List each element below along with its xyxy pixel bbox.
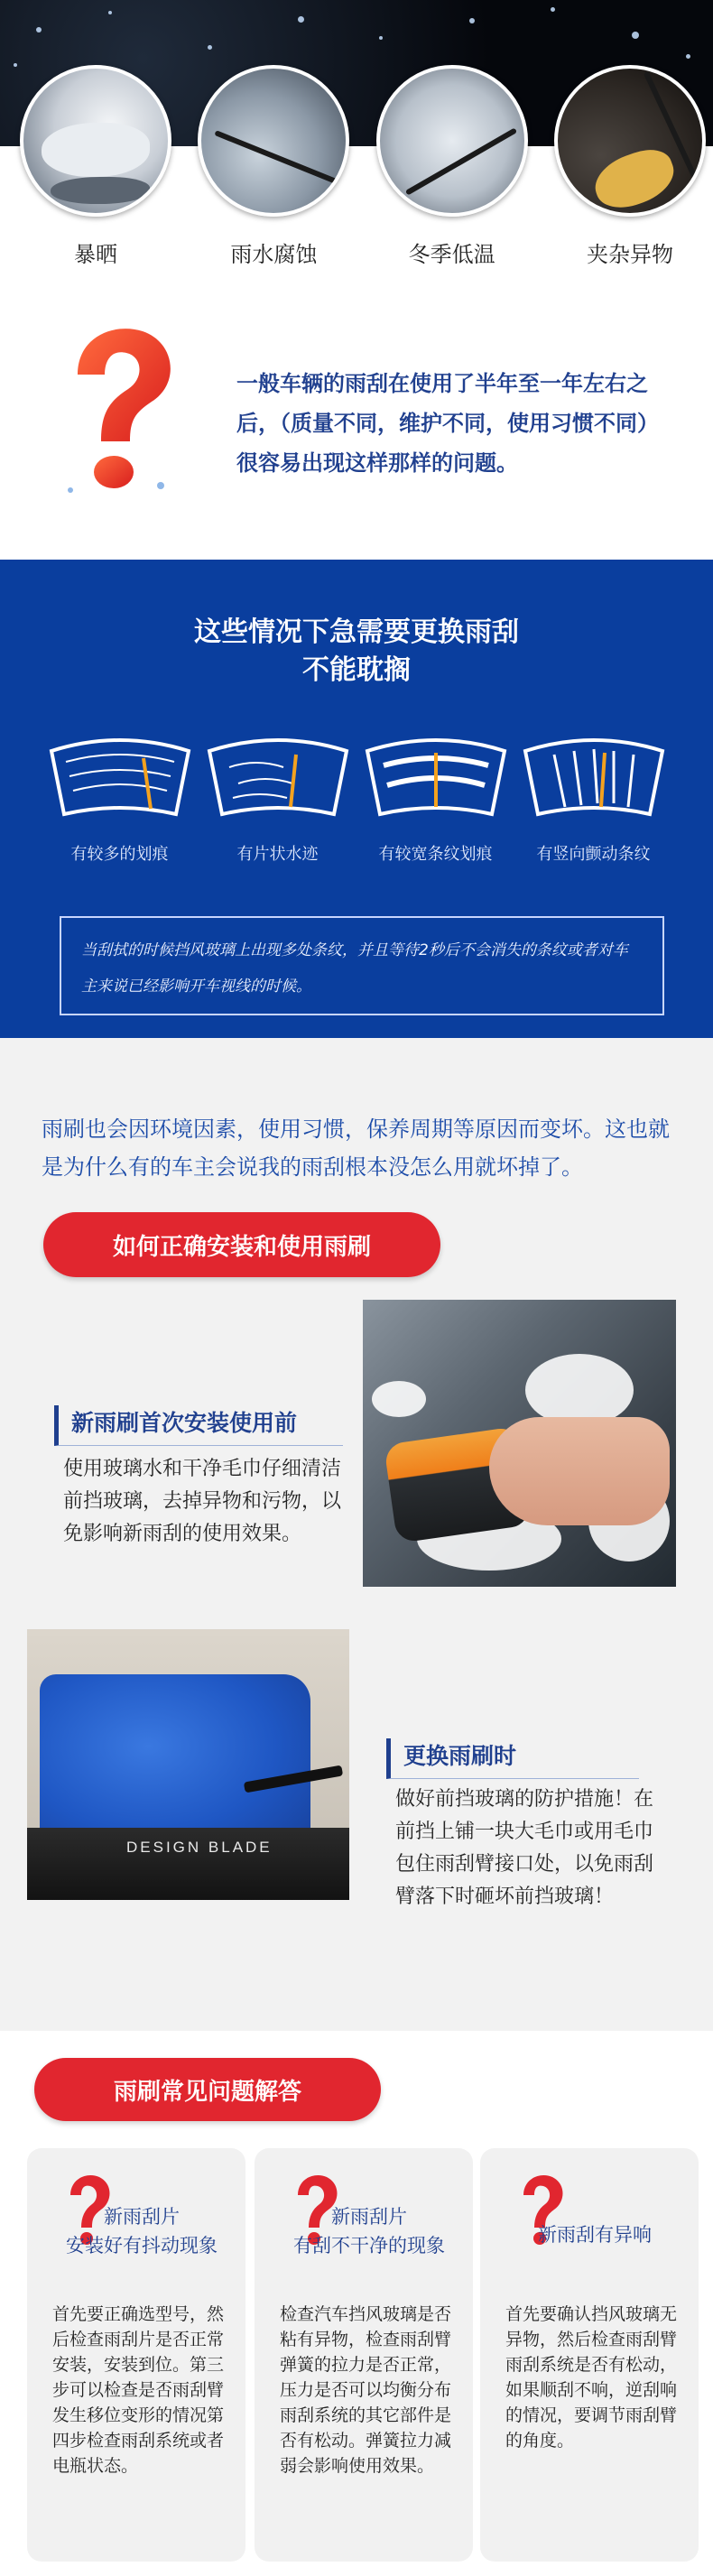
install-section-banner: 如何正确安装和使用雨刷 (43, 1212, 440, 1277)
faq-card (27, 2148, 245, 2562)
replace-title-line1: 这些情况下急需要更换雨刮 (194, 616, 519, 648)
faq-section (0, 2031, 713, 2576)
replace-conditions-section (0, 560, 713, 1038)
faq-answer: 首先要确认挡风玻璃无异物，然后检查雨刮臂雨刮系统是否有松动，如果顺刮不响，逆刮响的情况，要调节雨刮臂的角度。 (505, 2304, 678, 2451)
faq-title (265, 2202, 473, 2260)
faq-answer: 检查汽车挡风玻璃是否粘有异物，检查雨刮臂弹簧的拉力是否正常，压力是否可以均衡分布雨刮系统的其它部件是否有松动。弹簧拉力减弱会影响使用效果。 (280, 2304, 452, 2476)
install-usage-section (0, 1038, 713, 2031)
step2-title: 更换雨刷时 (386, 1738, 639, 1779)
caption-rain: 雨水腐蚀 (230, 242, 318, 267)
step2-text: 做好前挡玻璃的防护措施！在前挡上铺一块大毛巾或用毛巾包住雨刮臂接口处，以免雨刮臂落下时砸坏前挡玻璃！ (395, 1788, 654, 1908)
case-wide-stripes (356, 731, 514, 865)
caption-debris: 夹杂异物 (586, 242, 673, 267)
faq-title-line2: 安装好有抖动现象 (66, 2235, 218, 2256)
sun-exposure-photo (20, 65, 171, 217)
step1-text: 使用玻璃水和干净毛巾仔细清洁前挡玻璃，去掉异物和污物，以免影响新雨刮的使用效果。 (63, 1458, 342, 1545)
faq-title (491, 2220, 699, 2249)
replace-title (0, 614, 713, 690)
replace-title-line2: 不能耽搁 (302, 654, 411, 686)
towel-on-windshield-photo (27, 1629, 349, 1900)
windshield-chatter-icon (518, 731, 670, 821)
case-label: 有竖向颤动条纹 (536, 845, 651, 864)
question-mark-icon (52, 319, 188, 499)
faq-title (38, 2202, 245, 2260)
faq-title-line1: 新雨刮片 (331, 2206, 407, 2228)
install-intro-text: 雨刷也会因环境因素，使用习惯，保养周期等原因而变坏。这也就是为什么有的车主会说我的雨刮根本没怎么用就坏掉了。 (42, 1117, 670, 1180)
replace-note-box: 当刮拭的时候挡风玻璃上出现多处条纹，并且等待2秒后不会消失的条纹或者对车主来说已经影响开车视线的时候。 (60, 916, 664, 1015)
winter-cold-photo (376, 65, 528, 217)
faq-title-line1: 新雨刮有异响 (538, 2224, 652, 2246)
rain-corrosion-photo (198, 65, 349, 217)
caption-sun: 暴晒 (74, 242, 117, 267)
caption-cold: 冬季低温 (408, 242, 495, 267)
question-text: 一般车辆的雨刮在使用了半年至一年左右之后，（质量不同，维护不同，使用习惯不同）很容易出现这样那样的问题。 (236, 371, 659, 476)
step1-title: 新雨刷首次安装使用前 (54, 1405, 343, 1446)
faq-answer: 首先要正确选型号，然后检查雨刮片是否正常安装，安装到位。第三步可以检查是否雨刮臂发生移位变形的情况第四步检查雨刮系统或者电瓶状态。 (52, 2304, 225, 2476)
damage-causes-section (0, 0, 713, 284)
case-water-patches (199, 731, 356, 865)
question-section (0, 284, 713, 560)
faq-card (480, 2148, 699, 2562)
case-label: 有片状水迹 (236, 845, 319, 864)
faq-card (255, 2148, 473, 2562)
case-many-scratches (41, 731, 199, 865)
faq-title-line1: 新雨刮片 (104, 2206, 180, 2228)
windshield-scratches-icon (44, 731, 196, 821)
case-label: 有较多的划痕 (70, 845, 169, 864)
case-vertical-chatter (514, 731, 672, 865)
faq-banner: 雨刷常见问题解答 (34, 2058, 381, 2121)
windshield-stripes-icon (360, 731, 512, 821)
windshield-water-icon (202, 731, 354, 821)
hand (489, 1417, 670, 1525)
debris-photo (554, 65, 706, 217)
product-box-label: DESIGN BLADE (126, 1839, 273, 1856)
car-washing-photo (363, 1300, 676, 1587)
case-label: 有较宽条纹划痕 (378, 845, 493, 864)
faq-title-line2: 有刮不干净的现象 (293, 2235, 445, 2256)
